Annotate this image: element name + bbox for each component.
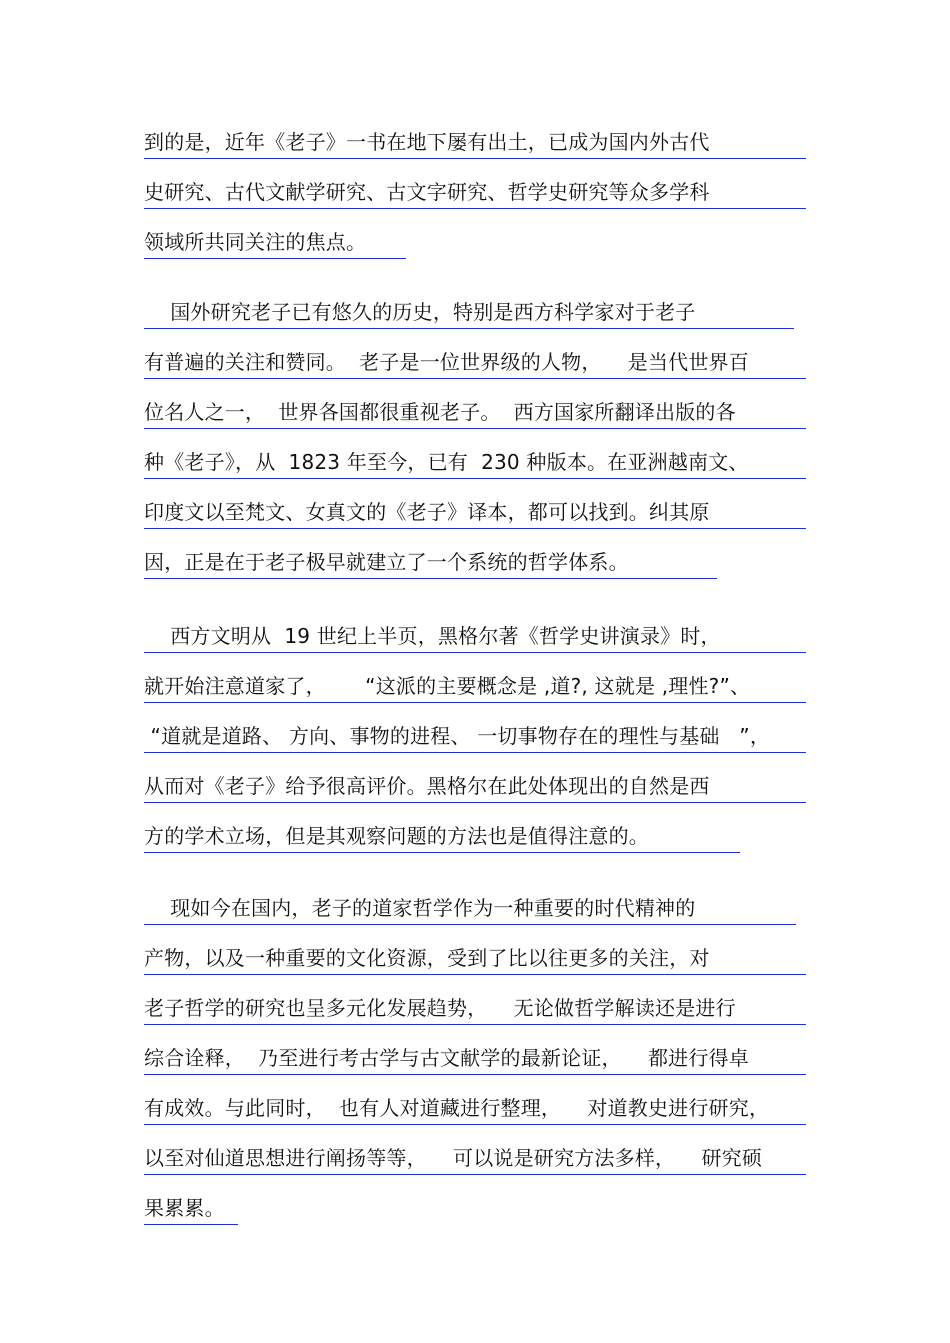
text-line	[144, 622, 806, 672]
underline	[144, 208, 806, 209]
line-text: 因，正是在于老子极早就建立了一个系统的哲学体系。	[144, 550, 629, 574]
text-line	[144, 298, 806, 348]
line-text: 西方文明从 19 世纪上半页，黑格尔著《哲学史讲演录》时，	[144, 624, 721, 648]
underline	[144, 1124, 806, 1125]
underline	[144, 702, 806, 703]
line-text: 就开始注意道家了， “这派的主要概念是 ,道?, 这就是 ,理性?”、	[144, 674, 751, 698]
paragraph-4	[144, 894, 806, 1244]
line-text: 国外研究老子已有悠久的历史，特别是西方科学家对于老子	[144, 300, 696, 324]
underline	[144, 1074, 806, 1075]
underline	[144, 1224, 238, 1225]
paragraph-2	[144, 298, 806, 598]
text-line	[144, 822, 806, 872]
text-line	[144, 1194, 806, 1244]
underline	[144, 428, 806, 429]
line-text: 老子哲学的研究也呈多元化发展趋势， 无论做哲学解读还是进行	[144, 996, 736, 1020]
underline	[144, 802, 806, 803]
underline	[144, 528, 806, 529]
underline	[144, 258, 406, 259]
text-line	[144, 1094, 806, 1144]
text-line	[144, 348, 806, 398]
text-line	[144, 672, 806, 722]
text-line	[144, 178, 806, 228]
underline	[144, 974, 806, 975]
underline	[144, 328, 794, 329]
underline	[144, 1174, 806, 1175]
text-line	[144, 448, 806, 498]
line-text: 现如今在国内，老子的道家哲学作为一种重要的时代精神的	[144, 896, 696, 920]
line-text: “道就是道路、 方向、事物的进程、 一切事物存在的理性与基础 ”，	[144, 724, 771, 748]
text-line	[144, 722, 806, 772]
line-text: 印度文以至梵文、女真文的《老子》译本，都可以找到。纠其原	[144, 500, 710, 524]
text-line	[144, 994, 806, 1044]
paragraph-1	[144, 128, 806, 278]
line-text: 种《老子》，从 1823 年至今，已有 230 种版本。在亚洲越南文、	[144, 450, 749, 474]
underline	[144, 578, 717, 579]
underline	[144, 924, 796, 925]
line-text: 史研究、古代文献学研究、古文字研究、哲学史研究等众多学科	[144, 180, 710, 204]
line-text: 领域所共同关注的焦点。	[144, 230, 367, 254]
underline	[144, 158, 806, 159]
text-line	[144, 772, 806, 822]
paragraph-3	[144, 622, 806, 872]
line-text: 有普遍的关注和赞同。 老子是一位世界级的人物， 是当代世界百	[144, 350, 749, 374]
line-text: 有成效。与此同时， 也有人对道藏进行整理， 对道教史进行研究，	[144, 1096, 770, 1120]
underline	[144, 852, 740, 853]
underline	[144, 652, 806, 653]
text-line	[144, 228, 806, 278]
text-line	[144, 1144, 806, 1194]
line-text: 方的学术立场，但是其观察问题的方法也是值得注意的。	[144, 824, 649, 848]
line-text: 到的是，近年《老子》一书在地下屡有出土，已成为国内外古代	[144, 130, 710, 154]
text-line	[144, 398, 806, 448]
text-line	[144, 894, 806, 944]
line-text: 综合诠释， 乃至进行考古学与古文献学的最新论证， 都进行得卓	[144, 1046, 749, 1070]
text-line	[144, 498, 806, 548]
line-text: 以至对仙道思想进行阐扬等等， 可以说是研究方法多样， 研究硕	[144, 1146, 763, 1170]
text-line	[144, 1044, 806, 1094]
text-line	[144, 128, 806, 178]
underline	[144, 752, 806, 753]
line-text: 产物，以及一种重要的文化资源，受到了比以往更多的关注，对	[144, 946, 710, 970]
text-line	[144, 548, 806, 598]
line-text: 位名人之一， 世界各国都很重视老子。 西方国家所翻译出版的各	[144, 400, 736, 424]
underline	[144, 478, 806, 479]
line-text: 从而对《老子》给予很高评价。黑格尔在此处体现出的自然是西	[144, 774, 710, 798]
underline	[144, 378, 806, 379]
text-line	[144, 944, 806, 994]
line-text: 果累累。	[144, 1196, 225, 1220]
underline	[144, 1024, 806, 1025]
